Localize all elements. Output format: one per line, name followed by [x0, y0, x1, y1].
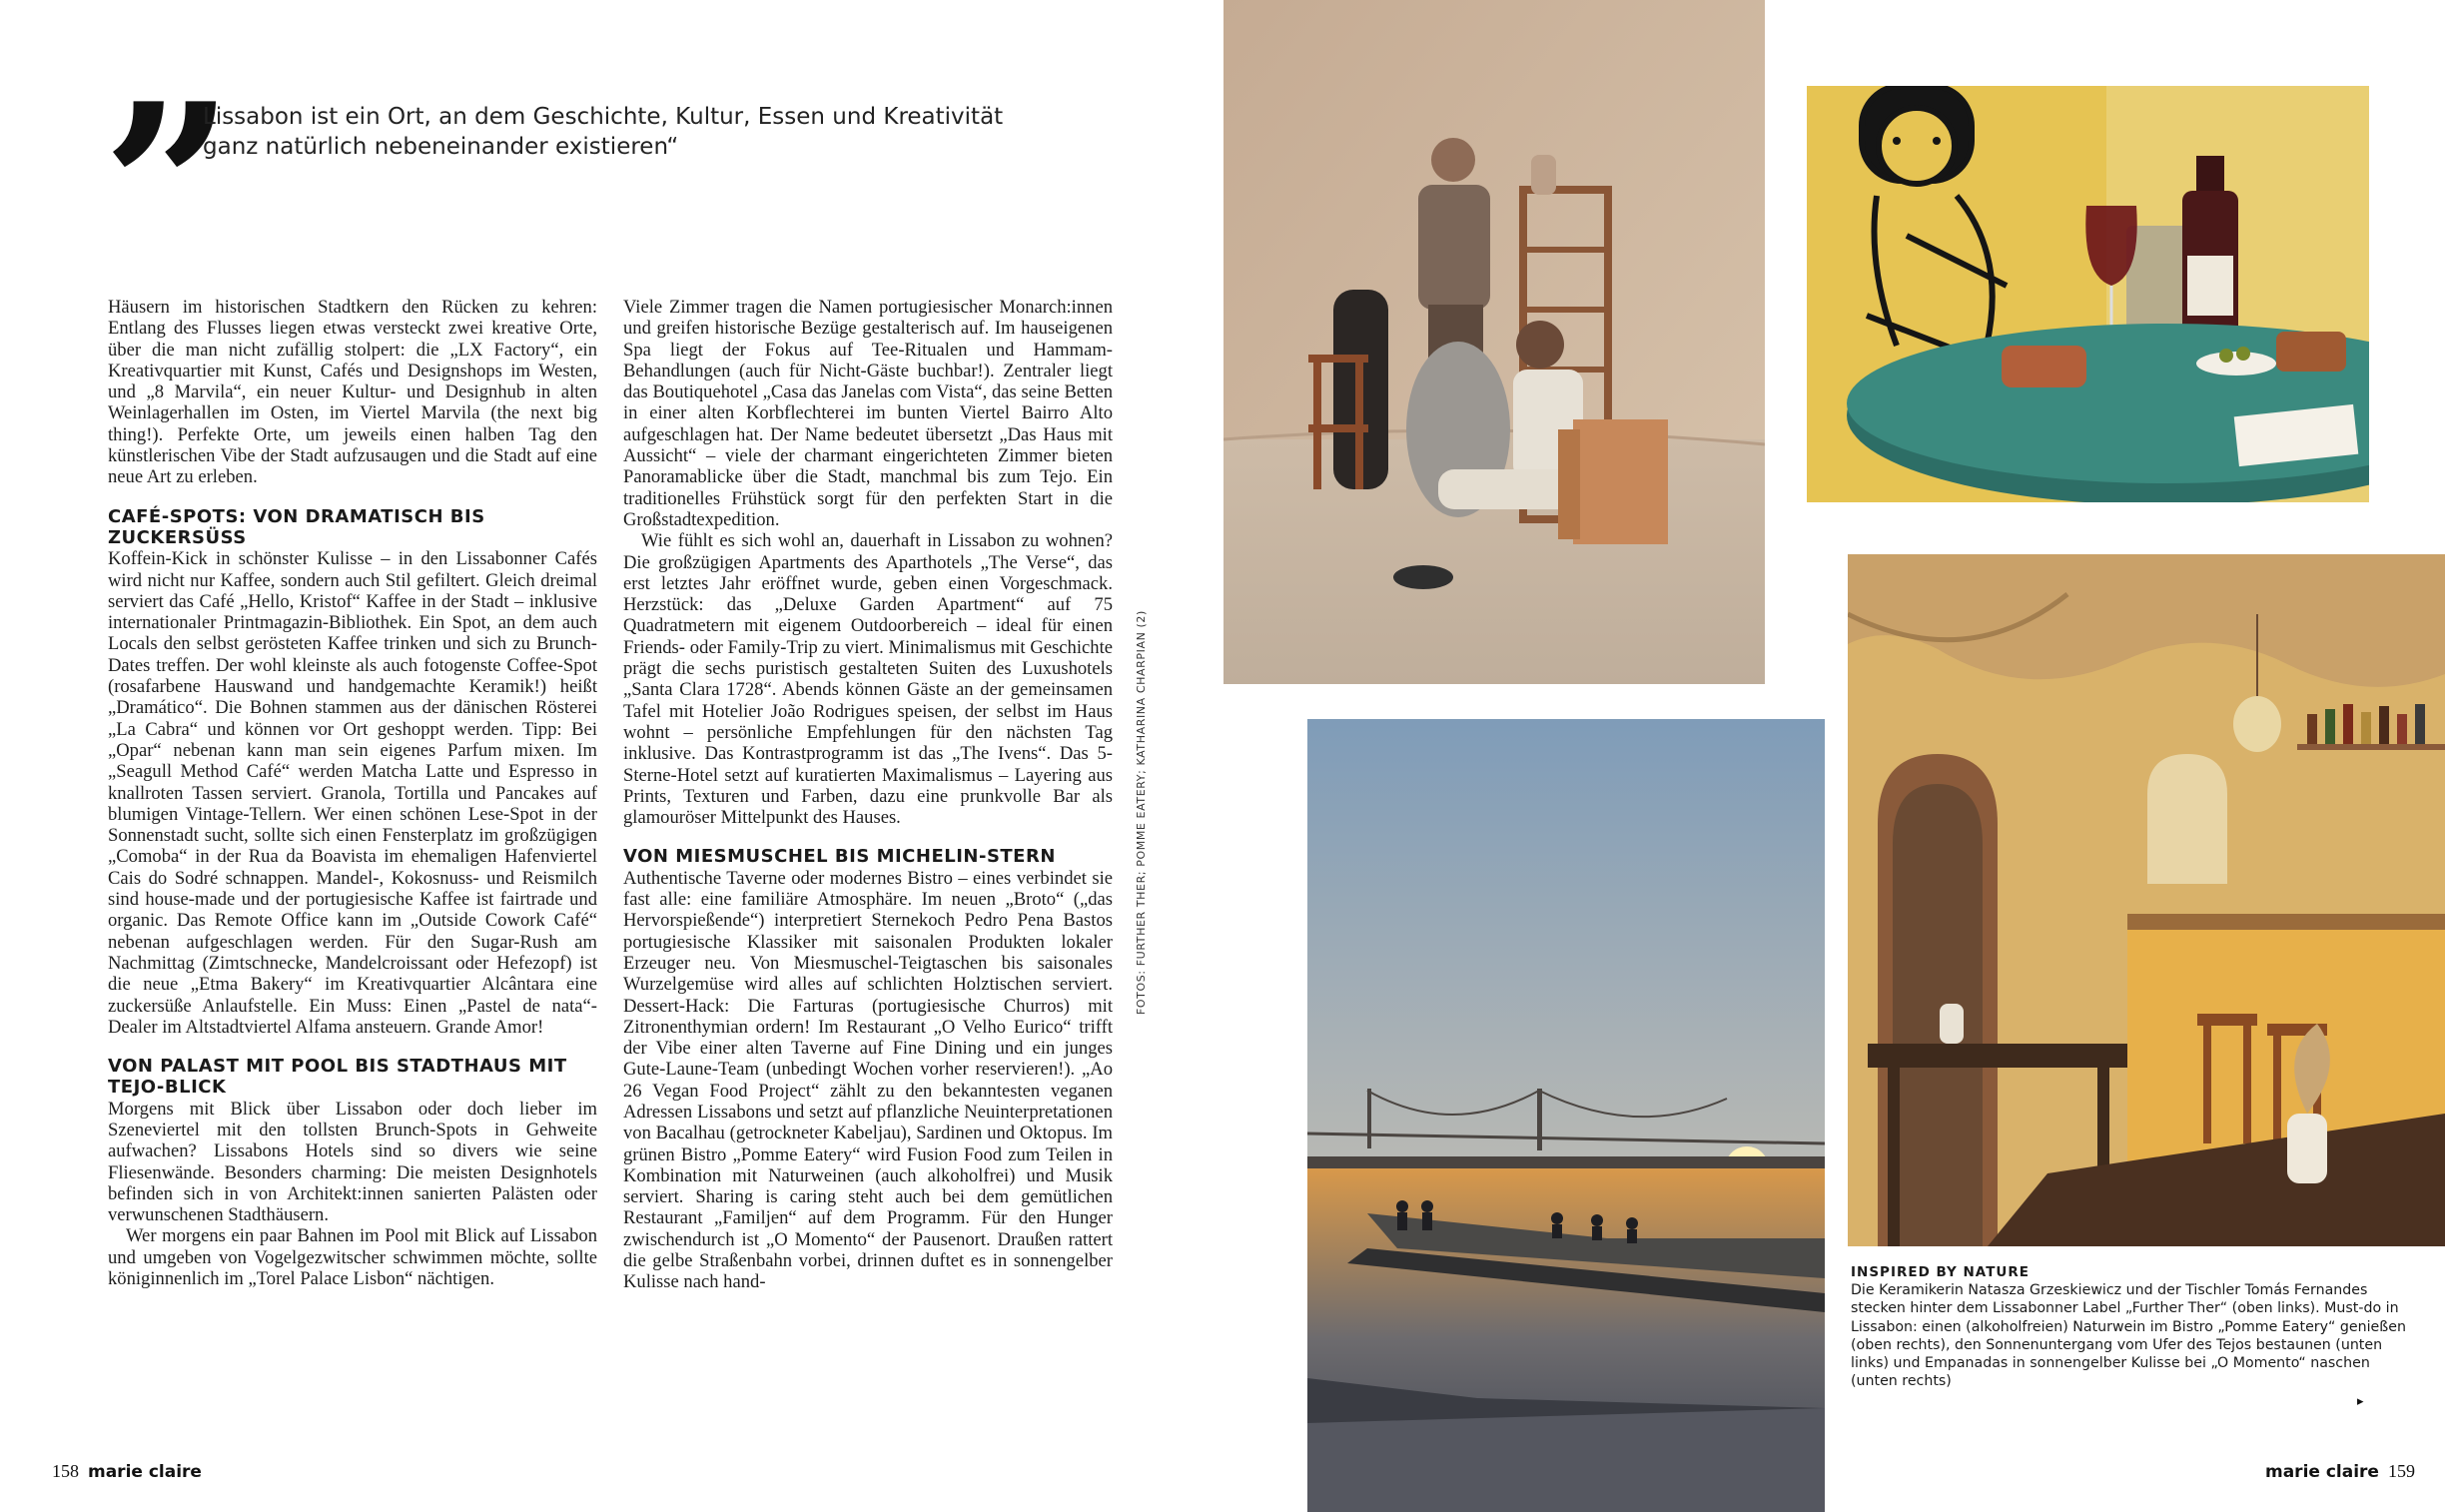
- page-number-left: 158: [52, 1461, 79, 1481]
- section-heading-hotels: VON PALAST MIT POOL BIS STADTHAUS MIT TEJO-BLICK: [108, 1056, 567, 1099]
- apartments-paragraph: Wie fühlt es sich wohl an, dauerhaft in Lissabon zu wohnen? Die großzügigen Apartments des Aparthotels „The Verse“, das erst letztes Jahr eröffnet wurde, geben einen Vorgeschmack. Herzstück: das „Deluxe Garden Apartment“ auf 75 Quadratmetern mit eigenem Outdoorbereich – ideal für einen Friends- oder Family-Trip zu viert. Minimalismus mit Geschichte prägt die sechs puristisch gestalteten Suiten des Luxushotels „Santa Clara 1728“. Abends können Gäste an der gemeinsamen Tafel mit Hotelier João Rodrigues speisen, der selbst im Haus wohnt – persönliche Empfehlungen für den nächsten Tag inklusive. Das Kontrastprogramm ist das „The Ivens“. Das 5-Sterne-Hotel setzt auf kuratierten Maximalismus – Layering aus Prints, Texturen und Farben, dazu eine prunkvolle Bar als glamouröser Mittelpunkt des Hauses.: [623, 530, 1113, 829]
- section-heading-restaurants: VON MIESMUSCHEL BIS MICHELIN-STERN: [623, 846, 1056, 868]
- pull-quote: Lissabon ist ein Ort, an dem Geschichte, Kultur, Essen und Kreativität ganz natürlich nebeneinander existieren“: [203, 104, 1004, 160]
- magazine-name-left: marie claire: [88, 1462, 202, 1482]
- magazine-name-right: marie claire: [2265, 1462, 2379, 1482]
- photo-credit-text: FOTOS: FURTHER THER; POMME EATERY; KATHARINA CHARPIAN (2): [1135, 610, 1148, 1015]
- page-number-right: 159: [2387, 1461, 2415, 1481]
- pool-paragraph: Wer morgens ein paar Bahnen im Pool mit Blick auf Lissabon und umgeben von Vogelgezwitscher schwimmen möchte, sollte königinnenlich im „Torel Palace Lisbon“ nächtigen.: [108, 1225, 597, 1290]
- photo-o-momento: [1848, 554, 2445, 1246]
- photo-o-momento-image: [1848, 554, 2445, 1246]
- restaurants-paragraph: Authentische Taverne oder modernes Bistro – eines verbindet sie fast alle: eine familiäre Atmosphäre. Im neuen „Broto“ („das Hervorspießende“) interpretiert Sternekoch Pedro Pena Bastos portugiesische Klassiker mit saisonalen Produkten lokaler Erzeuger neu. Von Miesmuschel-Teigtaschen bis saisonales Wurzelgemüse wird alles auf schlichten Holztischen serviert. Dessert-Hack: Die Farturas (portugiesische Churros) mit Zitronenthymian ordern! Im Restaurant „O Velho Eurico“ trifft der Vibe einer alten Taverne auf Fine Dining und ein junges Gute-Laune-Team (unbedingt Wochen vorher reservieren!). „Ao 26 Vegan Food Project“ zählt zu den bekanntesten veganen Adressen Lissabons und setzt auf pflanzliche Neuinterpretationen von Bacalhau (getrockneter Kabeljau), Sardinen und Oktopus. Im grünen Bistro „Pomme Eatery“ wird Fusion Food zum Teilen in Kombination mit Naturweinen (auch alkoholfrei) und Musik serviert. Sharing is caring steht auch bei dem gemütlichen Restaurant „Familjen“ auf dem Programm. Für den Hunger zwischendurch ist „O Momento“ der Pausenort. Draußen rattert die gelbe Straßenbahn vorbei, drinnen duftet es in sonnengelber Kulisse nach hand-: [623, 867, 1113, 1293]
- photo-caption: [1851, 1263, 2410, 1390]
- folio-right: [2265, 1461, 2415, 1482]
- monarch-rooms-paragraph: Viele Zimmer tragen die Namen portugiesischer Monarch:innen und greifen historische Bezüge gestalterisch auf. Im hauseigenen Spa liegt der Fokus auf Tee-Ritualen und Hammam-Behandlungen (auch für Nicht-Gäste buchbar!). Zentraler liegt das Boutiquehotel „Casa das Janelas com Vista“, das seine Betten in einer alten Korbflechterei im bunten Viertel Bairro Alto aufgeschlagen hat. Der Name bedeutet übersetzt „Das Haus mit Aussicht“ – viele der charmant eingerichteten Zimmer bieten Panoramablicke über die Stadt, manchmal bis zum Tejo. Ein traditionelles Frühstück sorgt für den perfekten Start in die Großstadtexpedition.: [623, 297, 1113, 530]
- photo-tejo-sunset: [1307, 719, 1825, 1512]
- section-heading-cafe-spots: CAFÉ-SPOTS: VON DRAMATISCH BIS ZUCKERSÜSS: [108, 505, 485, 548]
- article-column-2: [623, 297, 1113, 1293]
- photo-designers-studio: [1223, 0, 1765, 684]
- caption-title: INSPIRED BY NATURE: [1851, 1264, 2030, 1280]
- folio-left: [52, 1461, 202, 1482]
- article-column-1: [108, 297, 597, 1289]
- caption-text: Die Keramikerin Natasza Grzeskiewicz und der Tischler Tomás Fernandes stecken hinter dem Lissabonner Label „Further Ther“ (oben links). Must-do in Lissabon: einen (alkoholfreien) Naturwein im Bistro „Pomme Eatery“ genießen (oben rechts), den Sonnenuntergang vom Ufer des Tejos bestaunen (unten links) und Empanadas in sonnengelber Kulisse bei „O Momento“ naschen (unten rechts): [1851, 1282, 2406, 1390]
- photo-designers-studio-image: [1223, 0, 1765, 684]
- quote-mark: ”: [102, 54, 213, 324]
- cafe-spots-paragraph: Koffein-Kick in schönster Kulisse – in den Lissabonner Cafés wird nicht nur Kaffee, sondern auch Stil gefiltert. Gleich dreimal serviert das Café „Hello, Kristof“ Kaffee in der Stadt – inklusive internationaler Printmagazin-Bibliothek. Ein Spot, an dem auch Locals den selbst gerösteten Kaffee trinken und sich zu Brunch-Dates treffen. Der wohl kleinste als auch fotogenste Coffee-Spot (rosafarbene Hauswand und handgemachte Keramik!) heißt „Dramático“. Die Bohnen stammen aus der dänischen Rösterei „La Cabra“ und können vor Ort geshoppt werden. Tipp: Bei „Opar“ nebenan kann man sein eigenes Parfum mixen. Im „Seagull Method Café“ werden Matcha Latte und Espresso in knallroten Tassen serviert. Granola, Tortilla und Pancakes auf blumigen Vintage-Tellern. Wer einen schönen Lese-Spot in der Sonnenstadt sucht, sollte sich einen Fensterplatz im großzügigen „Comoba“ in der Rua da Boavista im ehemaligen Hafenviertel Cais do Sodré schnappen. Mandel-, Kokosnuss- und Reismilch sind house-made und der portugiesische Kaffee ist fairtrade und organic. Das Remote Office kann im „Outside Cowork Café“ nebenan aufgeschlagen werden. Für den Sugar-Rush am Nachmittag (Zimtschnecke, Mandelcroissant oder Hefezopf) ist die neue „Etma Bakery“ im Kreativquartier Alcântara eine zuckersüße Anlaufstelle. Ein Muss: Einen „Pastel de nata“-Dealer im Altstadtviertel Alfama ansteuern. Grande Amor!: [108, 548, 597, 1038]
- intro-paragraph: Häusern im historischen Stadtkern den Rücken zu kehren: Entlang des Flusses liegen etwas versteckt zwei kreative Orte, über die man nicht zufällig stolpert: die „LX Factory“, ein Kreativquartier mit Kunst, Cafés und Designshops im Westen, und „8 Marvila“, ein neuer Kultur- und Designhub in alten Weinlagerhallen im Osten, im Viertel Marvila (the next big thing!). Perfekte Orte, um jeweils einen halben Tag den künstlerischen Vibe der Stadt aufzusaugen und die Stadt auf eine neue Art zu erleben.: [108, 297, 597, 488]
- photo-tejo-sunset-image: [1307, 719, 1825, 1512]
- hotels-paragraph: Morgens mit Blick über Lissabon oder doch lieber im Szeneviertel mit den tollsten Brunch-Spots in Gehweite aufwachen? Lissabons Hotels sind so divers wie seine Fliesenwände. Besonders charming: Die meisten Designhotels befinden sich in von Architekt:innen sanierten Palästen oder verwunschenen Stadthäusern.: [108, 1098, 597, 1226]
- caption-arrow-icon: ▸: [2357, 1393, 2364, 1408]
- photo-pomme-eatery: [1807, 86, 2369, 502]
- photo-pomme-eatery-image: [1807, 86, 2369, 502]
